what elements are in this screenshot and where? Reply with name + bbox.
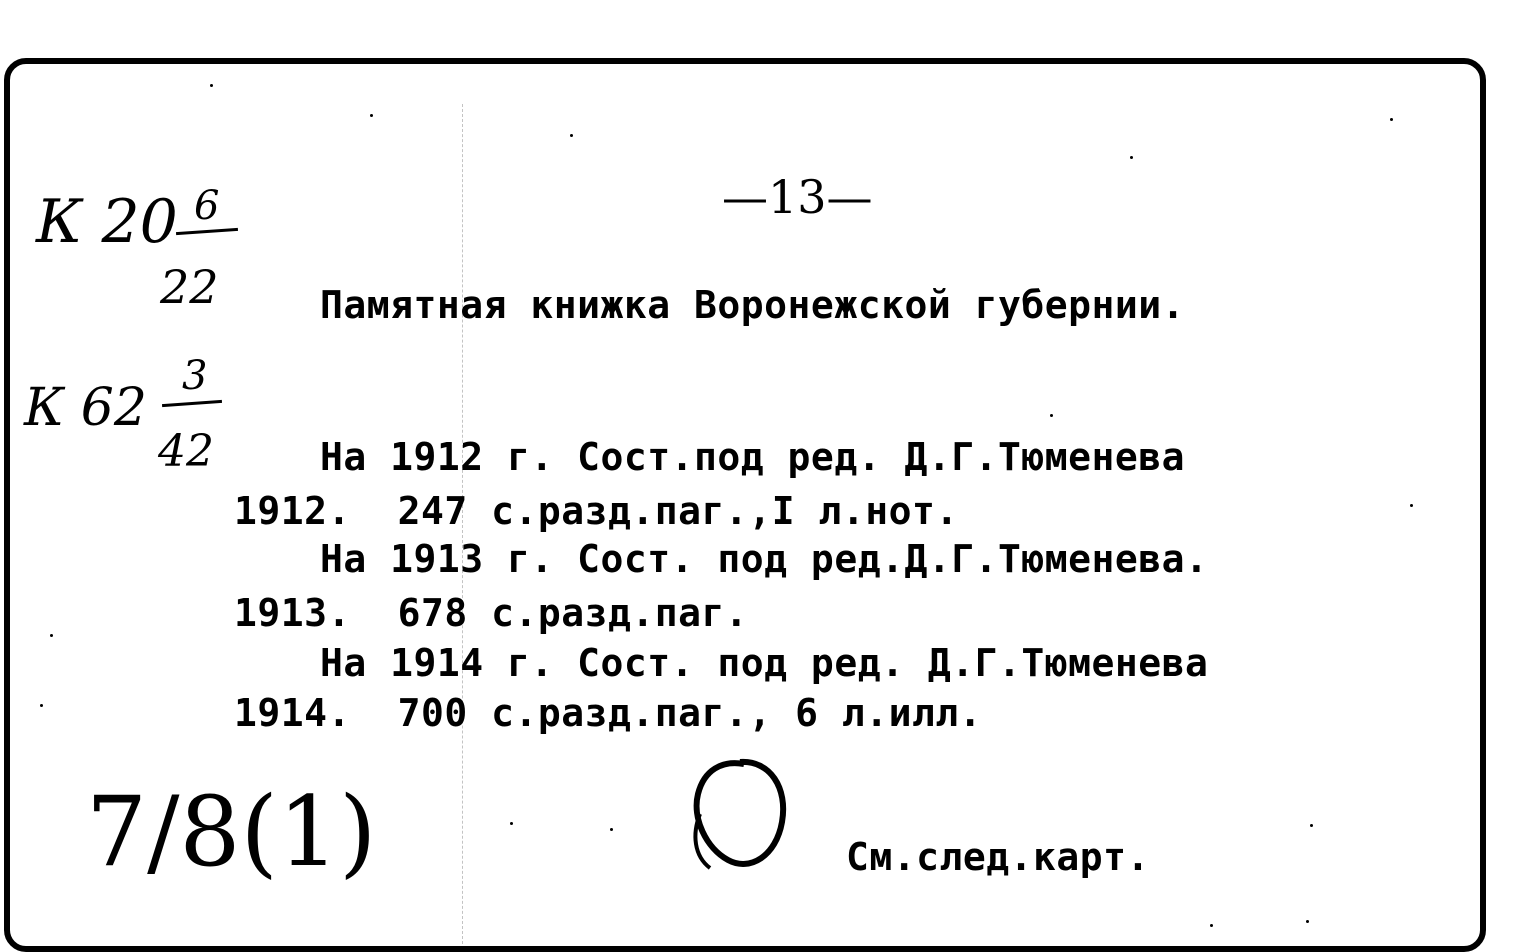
scan-speck [1306,920,1309,923]
shelfmark-2-fraction-line [162,400,222,407]
entry-1913-line1: На 1913 г. Сост. под ред.Д.Г.Тюменева. [320,537,1209,581]
scan-speck [510,822,513,825]
entry-1912-line2: 1912. 247 с.разд.паг.,I л.нот. [234,489,959,533]
card-title: Памятная книжка Воронежской губернии. [320,283,1185,327]
shelfmark-1-fraction-line [176,228,238,235]
shelfmark-2-denominator: 42 [158,426,214,477]
scan-speck [50,634,53,637]
shelfmark-2-numerator: 3 [182,353,208,399]
scan-speck [1210,924,1213,927]
entry-1914-line2: 1914. 700 с.разд.паг., 6 л.илл. [234,691,983,735]
page-number: —13— [722,170,873,224]
scan-speck [610,828,613,831]
scan-speck [1130,156,1133,159]
scan-speck [1390,118,1393,121]
handwritten-note: 7/8(1) [86,776,377,888]
scan-speck [1310,824,1313,827]
scan-speck [40,704,43,707]
hand-drawn-circle-icon [670,744,800,894]
scan-speck [210,84,213,87]
entry-1912-line1: На 1912 г. Сост.под ред. Д.Г.Тюменева [320,435,1185,479]
scan-speck [1050,414,1053,417]
catalog-card [4,58,1486,952]
scan-speck [370,114,373,117]
shelfmark-2-prefix: К 62 [24,378,147,438]
entry-1914-line1: На 1914 г. Сост. под ред. Д.Г.Тюменева [320,641,1209,685]
shelfmark-1-numerator: 6 [194,183,220,229]
scan-speck [1410,504,1413,507]
see-next-card-note: См.след.карт. [846,835,1150,879]
shelfmark-1-denominator: 22 [160,260,219,314]
shelfmark-1-prefix: К 20 [36,187,178,257]
scan-speck [570,134,573,137]
entry-1913-line2: 1913. 678 с.разд.паг. [234,591,749,635]
